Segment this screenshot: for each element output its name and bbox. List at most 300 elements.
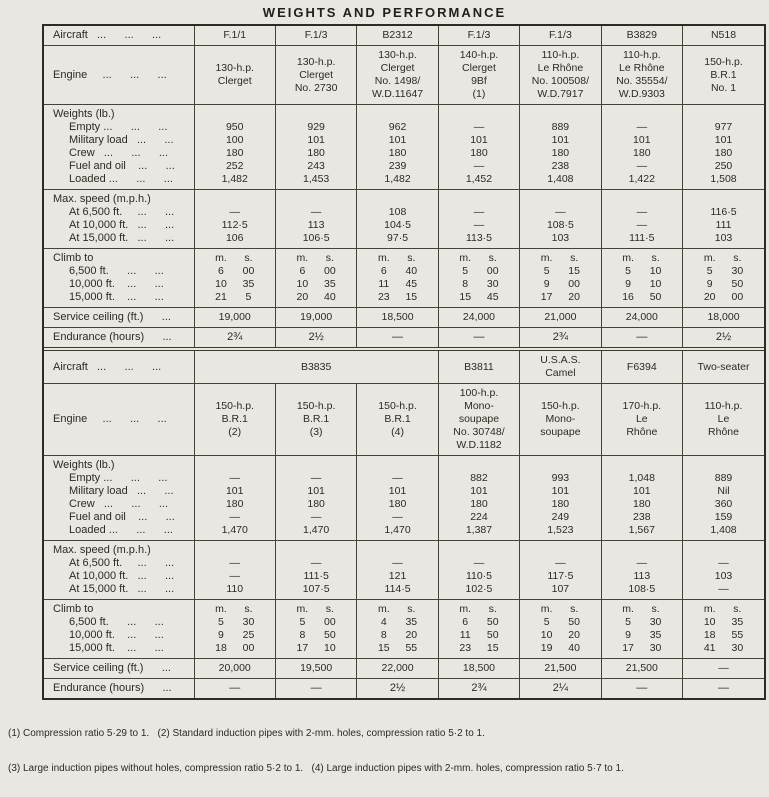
minutes-header: m. [459, 252, 472, 264]
speed-value: 111 [715, 219, 732, 231]
weights-group-header: Weights (lb.) [53, 108, 115, 120]
climb-minutes-seconds-grid [533, 603, 588, 655]
endurance-cell [438, 679, 519, 699]
engine-name-line: No. 1 [710, 81, 737, 94]
speed-value: 112·5 [221, 219, 248, 231]
speed-item-label: At 10,000 ft. ... ... [69, 570, 175, 582]
minutes-header: m. [703, 252, 716, 264]
aircraft-cell [601, 26, 682, 46]
engine-cell [194, 46, 275, 105]
engine-name-line: Mono- [545, 413, 576, 425]
weight-value: 1,387 [465, 524, 493, 536]
weight-value: 977 [714, 121, 733, 133]
weight-value: 101 [714, 134, 733, 146]
climb-minutes-seconds-grid [614, 252, 669, 304]
engine-name-line: 100-h.p. [459, 387, 499, 399]
engine-name-line: (2) [228, 426, 242, 438]
climb-minutes-seconds-grid [533, 252, 588, 304]
endurance-cell [520, 328, 601, 348]
aircraft-row-label: Aircraft ... ... ... [53, 29, 162, 41]
weight-value: 101 [307, 134, 325, 146]
weight-value: 929 [307, 121, 325, 133]
seconds-header: s. [244, 603, 253, 615]
endurance-value: 2¾ [227, 331, 243, 343]
climb-minutes-seconds-grid [289, 252, 344, 304]
engine-name-line: No. 35554/ [616, 75, 668, 87]
weight-value: 101 [633, 134, 651, 146]
weight-value: 243 [307, 160, 325, 172]
weight-value: 180 [470, 498, 488, 510]
speed-value: 103 [714, 570, 733, 582]
minutes-header: m. [459, 603, 472, 615]
climb-minutes-value: 23 [459, 642, 472, 654]
climb-seconds-value: 00 [242, 642, 255, 654]
weights-item-label: Empty ... ... ... [69, 121, 168, 133]
speed-cell [275, 190, 356, 249]
engine-name-line: 150-h.p. [541, 400, 580, 412]
climb-minutes-value: 16 [622, 291, 634, 303]
ceiling-cell [683, 659, 764, 679]
row-label-cell [44, 308, 194, 328]
endurance-row-label: Endurance (hours) ... [53, 331, 172, 343]
endurance-value: — [392, 331, 404, 343]
speed-value: — [718, 583, 729, 595]
climb-seconds-value: 35 [405, 616, 418, 628]
weight-value: — [636, 160, 648, 172]
service-ceiling-row [44, 659, 764, 679]
speed-value: — [473, 206, 485, 218]
row-label-cell [44, 105, 194, 190]
aircraft-designation: B3811 [464, 360, 494, 373]
endurance-value: — [229, 682, 241, 694]
climb-group-header: Climb to [53, 603, 94, 615]
weight-value: 180 [307, 498, 325, 510]
weight-value: 250 [714, 160, 733, 172]
weight-value: 1,452 [465, 173, 493, 185]
weight-value: 101 [388, 485, 407, 497]
ceiling-cell [194, 308, 275, 328]
climb-seconds-value: 30 [649, 616, 662, 628]
weights-cell [601, 456, 682, 541]
row-label-cell [44, 249, 194, 308]
climb-seconds-value: 10 [649, 278, 662, 290]
weight-value: 1,470 [221, 524, 248, 536]
engine-row [44, 46, 764, 105]
endurance-row [44, 679, 764, 699]
climb-minutes-value: 5 [462, 265, 469, 277]
max-speed-row [44, 541, 764, 600]
weight-value: 159 [714, 511, 733, 523]
engine-name-line: 150-h.p. [296, 400, 336, 412]
endurance-cell [194, 679, 275, 699]
climb-minutes-value: 18 [215, 642, 227, 654]
climb-minutes-value: 21 [215, 291, 227, 303]
speed-value: 108·5 [628, 583, 656, 595]
speed-value: — [555, 206, 566, 218]
climb-minutes-value: 6 [218, 265, 224, 277]
weight-value: 993 [551, 472, 570, 484]
aircraft-cell [438, 26, 519, 46]
speed-cell [275, 541, 356, 600]
weights-item-label: Fuel and oil ... ... [69, 160, 175, 172]
weight-value: 1,408 [547, 173, 574, 185]
endurance-value: 2½ [308, 331, 324, 343]
climb-seconds-value: 50 [731, 278, 744, 290]
climb-minutes-value: 10 [215, 278, 227, 290]
climb-item-label: 6,500 ft. ... ... [69, 616, 164, 628]
ceiling-value: 18,500 [381, 311, 414, 323]
climb-seconds-value: 00 [324, 265, 336, 277]
minutes-header: m. [215, 252, 227, 264]
seconds-header: s. [570, 252, 579, 264]
engine-cell [601, 384, 682, 456]
seconds-header: s. [733, 603, 742, 615]
aircraft-designation: N518 [710, 29, 737, 41]
weight-value: 101 [633, 485, 651, 497]
climb-seconds-value: 25 [242, 629, 255, 641]
endurance-cell [601, 328, 682, 348]
weights-item-label: Loaded ... ... ... [69, 524, 173, 536]
engine-name-line: 150-h.p. [378, 400, 417, 412]
aircraft-cell [194, 351, 438, 384]
endurance-cell [601, 679, 682, 699]
climb-seconds-value: 15 [568, 265, 580, 277]
climb-minutes-value: 5 [706, 265, 713, 277]
weight-value: 101 [225, 485, 244, 497]
weight-value: 180 [633, 498, 651, 510]
climb-minutes-value: 8 [462, 278, 469, 290]
engine-cell [520, 46, 601, 105]
ceiling-cell [520, 659, 601, 679]
row-label-cell [44, 541, 194, 600]
ceiling-cell [275, 659, 356, 679]
speed-value: — [473, 219, 485, 231]
aircraft-cell [275, 26, 356, 46]
weights-group-header: Weights (lb.) [53, 459, 115, 471]
max-speed-row [44, 190, 764, 249]
weights-cell [275, 456, 356, 541]
climb-cell [601, 600, 682, 659]
endurance-value: — [718, 682, 730, 694]
climb-item-label: 15,000 ft. ... ... [69, 642, 164, 654]
climb-minutes-value: 5 [625, 616, 631, 628]
ceiling-cell [438, 659, 519, 679]
weights-cell [357, 105, 438, 190]
endurance-value: 2¾ [552, 331, 569, 343]
ceiling-value: 21,000 [544, 311, 577, 323]
climb-seconds-value: 55 [731, 629, 744, 641]
weight-value: 360 [714, 498, 733, 510]
weight-value: 238 [633, 511, 651, 523]
row-label-cell [44, 46, 194, 105]
speed-value: 102·5 [465, 583, 493, 595]
climb-seconds-value: 30 [731, 265, 744, 277]
speed-value: 106·5 [302, 232, 330, 244]
engine-cell [438, 384, 519, 456]
climb-seconds-value: 00 [568, 278, 580, 290]
weights-item-label: Fuel and oil ... ... [69, 511, 175, 523]
ceiling-cell [601, 659, 682, 679]
aircraft-cell [194, 26, 275, 46]
speed-value: 110·5 [465, 570, 493, 582]
climb-minutes-seconds-grid [696, 603, 751, 655]
speed-cell [357, 541, 438, 600]
aircraft-row [44, 26, 764, 46]
engine-cell [683, 384, 764, 456]
climb-cell [275, 600, 356, 659]
weight-value: — [229, 472, 240, 484]
ceiling-value: 21,500 [544, 662, 577, 674]
climb-minutes-value: 6 [380, 265, 387, 277]
weights-cell [275, 105, 356, 190]
climb-minutes-value: 19 [540, 642, 553, 654]
aircraft-cell [683, 26, 764, 46]
weight-value: 1,523 [547, 524, 574, 536]
speed-value: 113 [307, 219, 325, 231]
weights-cell [438, 105, 519, 190]
endurance-value: 2¾ [471, 682, 487, 694]
speed-value: — [229, 557, 240, 569]
engine-name-line: Clerget [462, 62, 496, 74]
weight-value: 962 [388, 121, 407, 133]
engine-name-line: (1) [472, 88, 486, 100]
weights-cell [683, 105, 764, 190]
ceiling-value: 18,500 [462, 662, 496, 674]
minutes-header: m. [377, 252, 390, 264]
ceiling-cell [357, 659, 438, 679]
climb-minutes-seconds-grid [451, 603, 506, 655]
climb-cell [438, 249, 519, 308]
aircraft-row-label: Aircraft ... ... ... [53, 360, 162, 373]
engine-cell [275, 46, 356, 105]
endurance-cell [683, 328, 764, 348]
speed-value: 108 [388, 206, 407, 218]
weights-cell [520, 456, 601, 541]
engine-name-line: B.R.1 [710, 68, 737, 81]
aircraft-designation: F6394 [626, 360, 657, 373]
speed-cell [683, 541, 764, 600]
climb-cell [438, 600, 519, 659]
climb-cell [520, 249, 601, 308]
ceiling-value: 19,500 [300, 662, 333, 674]
climb-item-label: 10,000 ft. ... ... [69, 629, 164, 641]
ceiling-value: 21,500 [625, 662, 658, 674]
weights-performance-table-frame [42, 24, 766, 700]
minutes-header: m. [296, 252, 309, 264]
climb-seconds-value: 00 [486, 265, 499, 277]
speed-value: 107 [551, 583, 570, 595]
service-ceiling-row [44, 308, 764, 328]
engine-name-line: No. 30748/ [453, 426, 505, 438]
ceiling-cell [683, 308, 764, 328]
speed-item-label: At 6,500 ft. ... ... [69, 206, 175, 218]
engine-row [44, 384, 764, 456]
climb-minutes-value: 17 [622, 642, 634, 654]
climb-cell [357, 249, 438, 308]
engine-row-label: Engine ... ... ... [53, 413, 167, 425]
climb-seconds-value: 45 [486, 291, 499, 303]
engine-cell [357, 46, 438, 105]
seconds-header: s. [733, 252, 742, 264]
weight-value: 180 [307, 147, 325, 159]
speed-cell [683, 190, 764, 249]
climb-minutes-value: 9 [625, 629, 631, 641]
endurance-cell [357, 679, 438, 699]
climb-minutes-value: 15 [377, 642, 390, 654]
weight-value: — [310, 472, 322, 484]
weight-value: — [310, 511, 322, 523]
ceiling-value: 18,000 [707, 311, 740, 323]
engine-name-line: 110-h.p. [622, 49, 661, 61]
climb-seconds-value: 5 [245, 291, 252, 303]
engine-name-line: 9Bf [471, 75, 487, 87]
minutes-header: m. [540, 252, 553, 264]
seconds-header: s. [651, 603, 660, 615]
row-label-cell [44, 659, 194, 679]
aircraft-row [44, 351, 764, 384]
climb-minutes-value: 20 [703, 291, 716, 303]
weights-item-label: Crew ... ... ... [69, 147, 169, 159]
speed-value: 107·5 [302, 583, 330, 595]
seconds-header: s. [488, 603, 497, 615]
engine-name-line: No. 100508/ [531, 75, 589, 87]
climb-minutes-value: 8 [299, 629, 306, 641]
endurance-value: 2¼ [552, 682, 569, 694]
weight-value: 180 [225, 498, 244, 510]
climb-minutes-value: 9 [218, 629, 224, 641]
climb-minutes-value: 10 [703, 616, 716, 628]
speed-group-header: Max. speed (m.p.h.) [53, 544, 151, 556]
weight-value: — [636, 121, 648, 133]
page-title: WEIGHTS AND PERFORMANCE [262, 5, 507, 20]
speed-cell [520, 190, 601, 249]
aircraft-designation: F.1/3 [467, 29, 491, 41]
weight-value: 180 [388, 498, 407, 510]
climb-seconds-value: 35 [731, 616, 744, 628]
climb-minutes-value: 5 [625, 265, 631, 277]
ceiling-cell [194, 659, 275, 679]
speed-cell [194, 190, 275, 249]
ceiling-value: 24,000 [462, 311, 496, 323]
speed-item-label: At 15,000 ft. ... ... [69, 232, 175, 244]
aircraft-designation: F.1/1 [223, 29, 247, 41]
speed-value: — [310, 206, 322, 218]
climb-minutes-value: 20 [296, 291, 309, 303]
weight-value: — [473, 121, 485, 133]
climb-minutes-seconds-grid [370, 252, 425, 304]
document-page [0, 24, 769, 797]
weight-value: 238 [551, 160, 570, 172]
weight-value: 889 [714, 472, 733, 484]
seconds-header: s. [570, 603, 579, 615]
climb-seconds-value: 40 [405, 265, 418, 277]
engine-name-line: Clerget [380, 62, 415, 74]
aircraft-designation: B3835 [300, 360, 332, 373]
climb-minutes-value: 11 [459, 629, 471, 641]
engine-name-line: B.R.1 [221, 413, 248, 425]
endurance-value: — [473, 331, 485, 343]
row-label-cell [44, 679, 194, 699]
climb-row [44, 600, 764, 659]
minutes-header: m. [540, 603, 553, 615]
weights-item-label: Empty ... ... ... [69, 472, 168, 484]
weight-value: 101 [551, 134, 570, 146]
climb-minutes-value: 9 [625, 278, 631, 290]
endurance-cell [194, 328, 275, 348]
speed-value: — [473, 557, 485, 569]
speed-value: — [636, 557, 648, 569]
weight-value: 1,508 [710, 173, 737, 185]
speed-item-label: At 6,500 ft. ... ... [69, 557, 175, 569]
engine-cell [194, 384, 275, 456]
engine-name-line: soupape [540, 426, 581, 438]
ceiling-cell [601, 308, 682, 328]
engine-name-line: Mono- [464, 400, 494, 412]
climb-seconds-value: 40 [324, 291, 336, 303]
climb-cell [601, 249, 682, 308]
climb-seconds-value: 35 [324, 278, 336, 290]
weight-value: 101 [307, 485, 325, 497]
engine-name-line: Clerget [299, 68, 334, 81]
climb-cell [275, 249, 356, 308]
engine-name-line: W.D.11647 [371, 88, 424, 100]
climb-seconds-value: 00 [731, 291, 744, 303]
climb-minutes-value: 10 [296, 278, 309, 290]
climb-seconds-value: 30 [486, 278, 499, 290]
climb-minutes-value: 9 [543, 278, 550, 290]
speed-item-label: At 10,000 ft. ... ... [69, 219, 175, 231]
climb-minutes-value: 8 [380, 629, 387, 641]
climb-minutes-value: 9 [706, 278, 713, 290]
ceiling-value: 24,000 [625, 311, 658, 323]
speed-value: — [229, 570, 240, 582]
speed-value: 106 [225, 232, 244, 244]
ceiling-cell [520, 308, 601, 328]
minutes-header: m. [296, 603, 309, 615]
endurance-value: — [636, 682, 648, 694]
weights-cell [357, 456, 438, 541]
engine-name-line: B.R.1 [384, 413, 411, 425]
climb-seconds-value: 50 [486, 629, 499, 641]
speed-item-label: At 15,000 ft. ... ... [69, 583, 175, 595]
speed-value: — [392, 557, 403, 569]
weight-value: 1,453 [302, 173, 330, 185]
weight-value: 882 [470, 472, 488, 484]
endurance-row-label: Endurance (hours) ... [53, 682, 172, 694]
ceiling-value: 19,000 [300, 311, 333, 323]
weight-value: 180 [551, 498, 570, 510]
engine-name-line: 150-h.p. [704, 55, 743, 68]
climb-seconds-value: 20 [568, 291, 580, 303]
endurance-value: 2½ [715, 331, 732, 343]
seconds-header: s. [244, 252, 253, 264]
engine-name-line: 110-h.p. [704, 400, 743, 412]
speed-value: 108·5 [546, 219, 574, 231]
engine-name-line: 170-h.p. [622, 400, 662, 412]
speed-value: 113·5 [465, 232, 493, 244]
ceiling-cell [438, 308, 519, 328]
aircraft-cell [520, 351, 601, 384]
weight-value: 224 [470, 511, 488, 523]
weight-value: 1,482 [221, 173, 248, 185]
weight-value: — [229, 511, 240, 523]
row-label-cell [44, 456, 194, 541]
weight-value: 1,470 [302, 524, 330, 536]
weight-value: 249 [551, 511, 570, 523]
engine-cell [520, 384, 601, 456]
climb-minutes-value: 4 [380, 616, 387, 628]
speed-cell [438, 541, 519, 600]
